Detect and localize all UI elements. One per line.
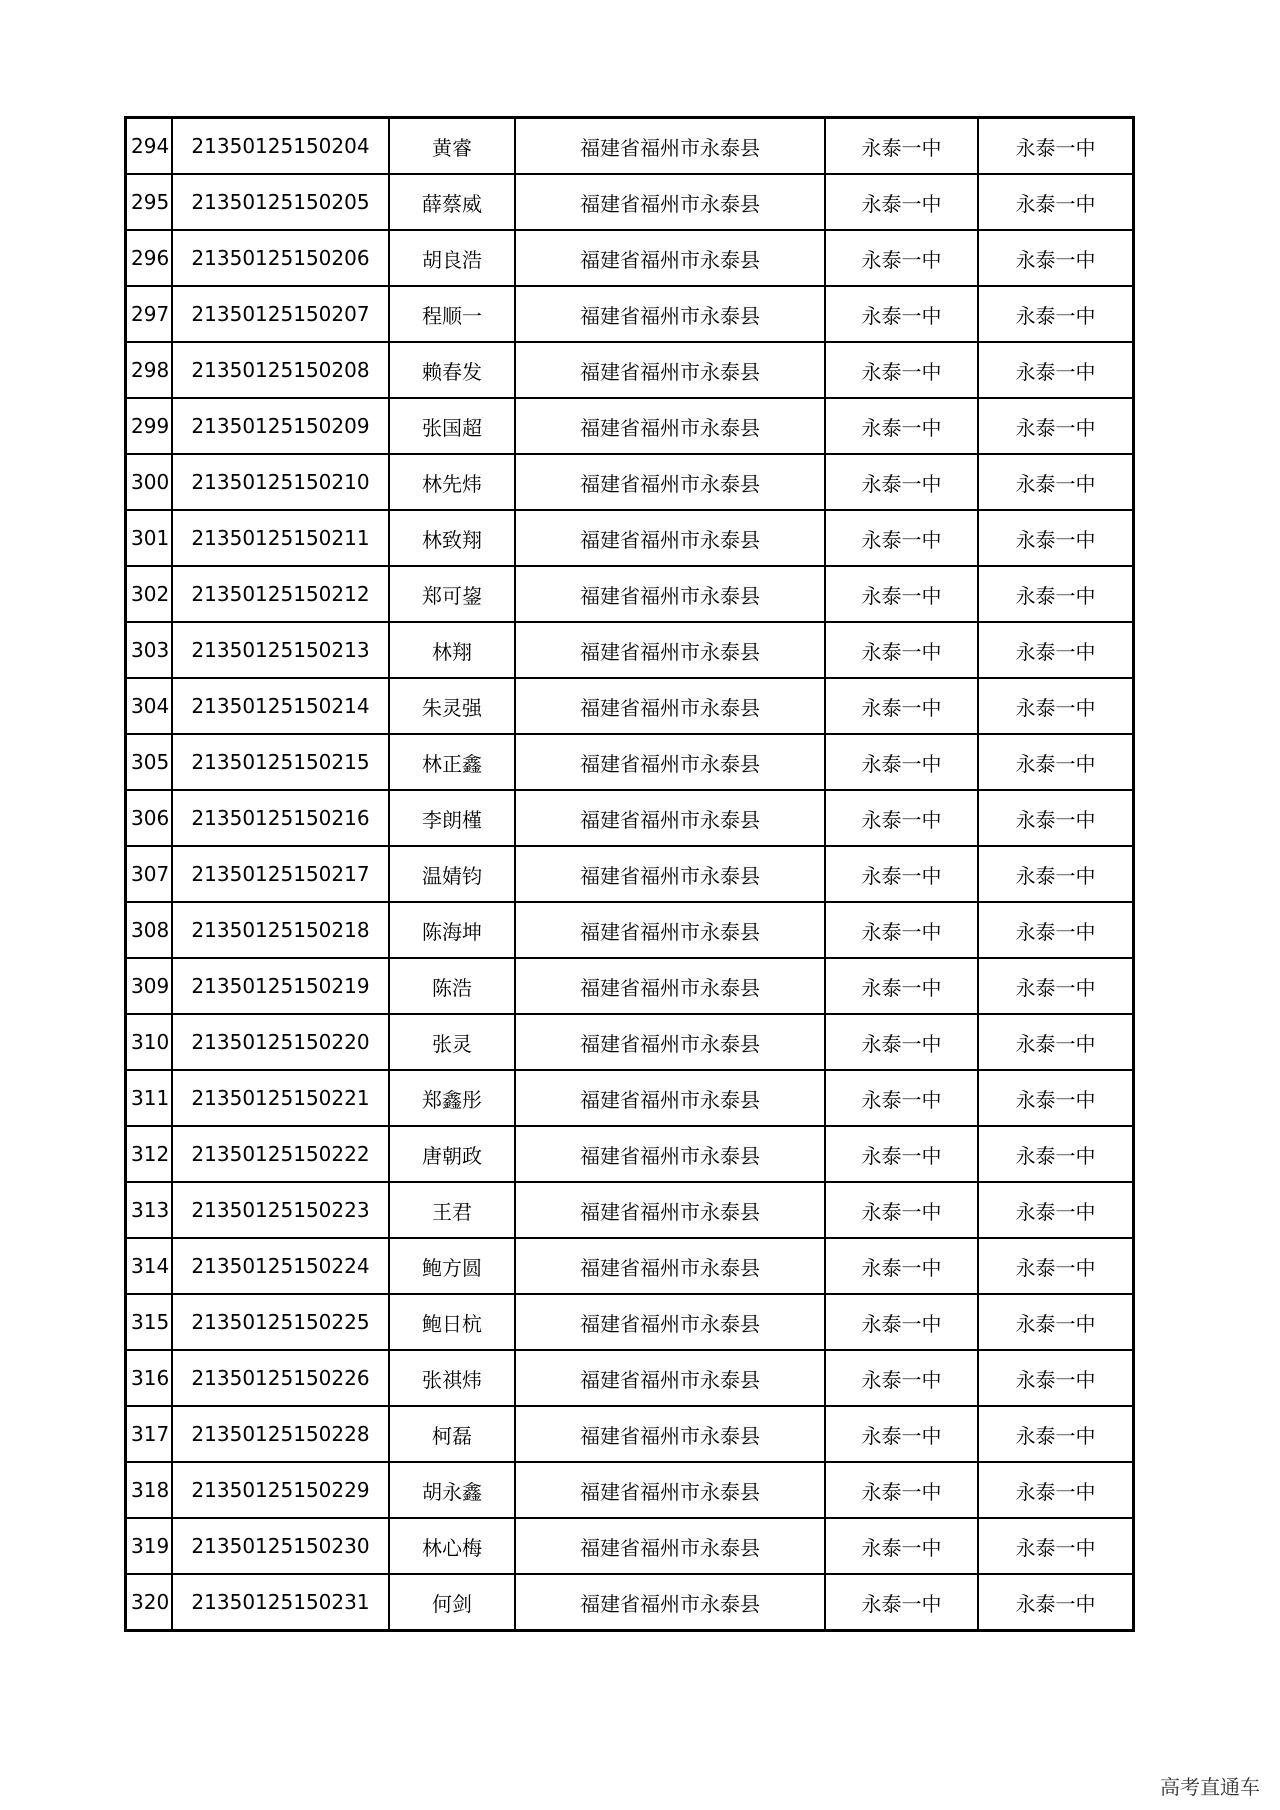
region-cell: 福建省福州市永泰县 — [515, 1182, 825, 1238]
region-cell: 福建省福州市永泰县 — [515, 1406, 825, 1462]
school-cell: 永泰一中 — [825, 902, 978, 958]
school-cell: 永泰一中 — [825, 398, 978, 454]
table-row — [126, 1406, 1134, 1462]
origin-school-cell: 永泰一中 — [978, 1574, 1134, 1631]
table-row — [126, 454, 1134, 510]
school-cell: 永泰一中 — [825, 1294, 978, 1350]
origin-school-cell: 永泰一中 — [978, 566, 1134, 622]
student-name-cell: 何剑 — [389, 1574, 515, 1631]
table-row — [126, 230, 1134, 286]
origin-school-cell: 永泰一中 — [978, 230, 1134, 286]
origin-school-cell: 永泰一中 — [978, 1014, 1134, 1070]
region-cell: 福建省福州市永泰县 — [515, 342, 825, 398]
row-number-cell: 304 — [126, 678, 173, 734]
exam-id-cell: 21350125150217 — [172, 846, 389, 902]
row-number-cell: 314 — [126, 1238, 173, 1294]
row-number-cell: 311 — [126, 1070, 173, 1126]
table-row — [126, 1462, 1134, 1518]
school-cell: 永泰一中 — [825, 734, 978, 790]
region-cell: 福建省福州市永泰县 — [515, 1238, 825, 1294]
school-cell: 永泰一中 — [825, 118, 978, 175]
origin-school-cell: 永泰一中 — [978, 1462, 1134, 1518]
school-cell: 永泰一中 — [825, 1350, 978, 1406]
school-cell: 永泰一中 — [825, 286, 978, 342]
exam-id-cell: 21350125150223 — [172, 1182, 389, 1238]
region-cell: 福建省福州市永泰县 — [515, 846, 825, 902]
region-cell: 福建省福州市永泰县 — [515, 118, 825, 175]
exam-id-cell: 21350125150214 — [172, 678, 389, 734]
student-name-cell: 李朗槿 — [389, 790, 515, 846]
student-name-cell: 张灵 — [389, 1014, 515, 1070]
student-name-cell: 温婧钧 — [389, 846, 515, 902]
row-number-cell: 313 — [126, 1182, 173, 1238]
school-cell: 永泰一中 — [825, 678, 978, 734]
region-cell: 福建省福州市永泰县 — [515, 734, 825, 790]
origin-school-cell: 永泰一中 — [978, 1238, 1134, 1294]
student-name-cell: 赖春发 — [389, 342, 515, 398]
region-cell: 福建省福州市永泰县 — [515, 902, 825, 958]
student-name-cell: 林正鑫 — [389, 734, 515, 790]
school-cell: 永泰一中 — [825, 1182, 978, 1238]
student-name-cell: 胡永鑫 — [389, 1462, 515, 1518]
table-row — [126, 1014, 1134, 1070]
row-number-cell: 306 — [126, 790, 173, 846]
origin-school-cell: 永泰一中 — [978, 118, 1134, 175]
student-name-cell: 鲍日杭 — [389, 1294, 515, 1350]
origin-school-cell: 永泰一中 — [978, 1070, 1134, 1126]
watermark-text: 高考直通车 — [1160, 1775, 1260, 1799]
region-cell: 福建省福州市永泰县 — [515, 622, 825, 678]
school-cell: 永泰一中 — [825, 1574, 978, 1631]
student-name-cell: 林翔 — [389, 622, 515, 678]
roster-table-body — [126, 118, 1134, 1631]
student-name-cell: 林心梅 — [389, 1518, 515, 1574]
student-name-cell: 王君 — [389, 1182, 515, 1238]
table-row — [126, 510, 1134, 566]
row-number-cell: 316 — [126, 1350, 173, 1406]
origin-school-cell: 永泰一中 — [978, 286, 1134, 342]
region-cell: 福建省福州市永泰县 — [515, 958, 825, 1014]
school-cell: 永泰一中 — [825, 622, 978, 678]
table-row — [126, 1070, 1134, 1126]
student-name-cell: 陈海坤 — [389, 902, 515, 958]
table-row — [126, 1182, 1134, 1238]
region-cell: 福建省福州市永泰县 — [515, 790, 825, 846]
table-row — [126, 342, 1134, 398]
region-cell: 福建省福州市永泰县 — [515, 230, 825, 286]
student-name-cell: 薛蔡威 — [389, 174, 515, 230]
school-cell: 永泰一中 — [825, 342, 978, 398]
exam-id-cell: 21350125150207 — [172, 286, 389, 342]
region-cell: 福建省福州市永泰县 — [515, 398, 825, 454]
school-cell: 永泰一中 — [825, 1462, 978, 1518]
exam-id-cell: 21350125150220 — [172, 1014, 389, 1070]
row-number-cell: 307 — [126, 846, 173, 902]
origin-school-cell: 永泰一中 — [978, 1350, 1134, 1406]
row-number-cell: 297 — [126, 286, 173, 342]
exam-id-cell: 21350125150218 — [172, 902, 389, 958]
exam-id-cell: 21350125150208 — [172, 342, 389, 398]
table-row — [126, 678, 1134, 734]
region-cell: 福建省福州市永泰县 — [515, 1574, 825, 1631]
row-number-cell: 320 — [126, 1574, 173, 1631]
exam-id-cell: 21350125150213 — [172, 622, 389, 678]
row-number-cell: 301 — [126, 510, 173, 566]
row-number-cell: 294 — [126, 118, 173, 175]
student-name-cell: 郑可鋆 — [389, 566, 515, 622]
row-number-cell: 319 — [126, 1518, 173, 1574]
student-name-cell: 朱灵强 — [389, 678, 515, 734]
school-cell: 永泰一中 — [825, 1014, 978, 1070]
table-row — [126, 1518, 1134, 1574]
student-name-cell: 程顺一 — [389, 286, 515, 342]
roster-table — [124, 116, 1135, 1632]
exam-id-cell: 21350125150229 — [172, 1462, 389, 1518]
table-row — [126, 174, 1134, 230]
student-name-cell: 胡良浩 — [389, 230, 515, 286]
school-cell: 永泰一中 — [825, 846, 978, 902]
school-cell: 永泰一中 — [825, 454, 978, 510]
student-name-cell: 唐朝政 — [389, 1126, 515, 1182]
origin-school-cell: 永泰一中 — [978, 846, 1134, 902]
origin-school-cell: 永泰一中 — [978, 1182, 1134, 1238]
origin-school-cell: 永泰一中 — [978, 1518, 1134, 1574]
region-cell: 福建省福州市永泰县 — [515, 1014, 825, 1070]
exam-id-cell: 21350125150211 — [172, 510, 389, 566]
school-cell: 永泰一中 — [825, 1126, 978, 1182]
exam-id-cell: 21350125150230 — [172, 1518, 389, 1574]
student-name-cell: 陈浩 — [389, 958, 515, 1014]
region-cell: 福建省福州市永泰县 — [515, 1070, 825, 1126]
exam-id-cell: 21350125150221 — [172, 1070, 389, 1126]
exam-id-cell: 21350125150205 — [172, 174, 389, 230]
school-cell: 永泰一中 — [825, 566, 978, 622]
table-row — [126, 1238, 1134, 1294]
exam-id-cell: 21350125150215 — [172, 734, 389, 790]
exam-id-cell: 21350125150209 — [172, 398, 389, 454]
origin-school-cell: 永泰一中 — [978, 342, 1134, 398]
region-cell: 福建省福州市永泰县 — [515, 566, 825, 622]
exam-id-cell: 21350125150231 — [172, 1574, 389, 1631]
region-cell: 福建省福州市永泰县 — [515, 510, 825, 566]
region-cell: 福建省福州市永泰县 — [515, 286, 825, 342]
table-row — [126, 902, 1134, 958]
school-cell: 永泰一中 — [825, 510, 978, 566]
origin-school-cell: 永泰一中 — [978, 678, 1134, 734]
student-name-cell: 张国超 — [389, 398, 515, 454]
student-name-cell: 黄睿 — [389, 118, 515, 175]
row-number-cell: 302 — [126, 566, 173, 622]
school-cell: 永泰一中 — [825, 958, 978, 1014]
school-cell: 永泰一中 — [825, 230, 978, 286]
row-number-cell: 308 — [126, 902, 173, 958]
origin-school-cell: 永泰一中 — [978, 622, 1134, 678]
row-number-cell: 312 — [126, 1126, 173, 1182]
table-row — [126, 1574, 1134, 1631]
exam-id-cell: 21350125150216 — [172, 790, 389, 846]
row-number-cell: 299 — [126, 398, 173, 454]
region-cell: 福建省福州市永泰县 — [515, 1518, 825, 1574]
table-row — [126, 1294, 1134, 1350]
exam-id-cell: 21350125150206 — [172, 230, 389, 286]
origin-school-cell: 永泰一中 — [978, 510, 1134, 566]
region-cell: 福建省福州市永泰县 — [515, 174, 825, 230]
region-cell: 福建省福州市永泰县 — [515, 678, 825, 734]
row-number-cell: 296 — [126, 230, 173, 286]
exam-id-cell: 21350125150212 — [172, 566, 389, 622]
region-cell: 福建省福州市永泰县 — [515, 454, 825, 510]
school-cell: 永泰一中 — [825, 1238, 978, 1294]
row-number-cell: 305 — [126, 734, 173, 790]
student-name-cell: 郑鑫彤 — [389, 1070, 515, 1126]
region-cell: 福建省福州市永泰县 — [515, 1350, 825, 1406]
table-row — [126, 118, 1134, 175]
student-name-cell: 张祺炜 — [389, 1350, 515, 1406]
row-number-cell: 300 — [126, 454, 173, 510]
exam-id-cell: 21350125150228 — [172, 1406, 389, 1462]
region-cell: 福建省福州市永泰县 — [515, 1126, 825, 1182]
exam-id-cell: 21350125150210 — [172, 454, 389, 510]
row-number-cell: 315 — [126, 1294, 173, 1350]
exam-id-cell: 21350125150224 — [172, 1238, 389, 1294]
table-row — [126, 958, 1134, 1014]
origin-school-cell: 永泰一中 — [978, 1294, 1134, 1350]
origin-school-cell: 永泰一中 — [978, 958, 1134, 1014]
exam-id-cell: 21350125150225 — [172, 1294, 389, 1350]
school-cell: 永泰一中 — [825, 790, 978, 846]
exam-id-cell: 21350125150219 — [172, 958, 389, 1014]
origin-school-cell: 永泰一中 — [978, 174, 1134, 230]
row-number-cell: 295 — [126, 174, 173, 230]
row-number-cell: 317 — [126, 1406, 173, 1462]
table-row — [126, 734, 1134, 790]
origin-school-cell: 永泰一中 — [978, 398, 1134, 454]
origin-school-cell: 永泰一中 — [978, 902, 1134, 958]
exam-id-cell: 21350125150226 — [172, 1350, 389, 1406]
table-row — [126, 1126, 1134, 1182]
exam-id-cell: 21350125150222 — [172, 1126, 389, 1182]
row-number-cell: 303 — [126, 622, 173, 678]
table-row — [126, 1350, 1134, 1406]
table-row — [126, 622, 1134, 678]
row-number-cell: 309 — [126, 958, 173, 1014]
origin-school-cell: 永泰一中 — [978, 1406, 1134, 1462]
school-cell: 永泰一中 — [825, 1070, 978, 1126]
table-row — [126, 846, 1134, 902]
exam-id-cell: 21350125150204 — [172, 118, 389, 175]
student-name-cell: 林致翔 — [389, 510, 515, 566]
table-row — [126, 286, 1134, 342]
origin-school-cell: 永泰一中 — [978, 790, 1134, 846]
student-name-cell: 鲍方圆 — [389, 1238, 515, 1294]
row-number-cell: 298 — [126, 342, 173, 398]
row-number-cell: 310 — [126, 1014, 173, 1070]
row-number-cell: 318 — [126, 1462, 173, 1518]
table-row — [126, 790, 1134, 846]
origin-school-cell: 永泰一中 — [978, 1126, 1134, 1182]
table-row — [126, 566, 1134, 622]
table-row — [126, 398, 1134, 454]
region-cell: 福建省福州市永泰县 — [515, 1294, 825, 1350]
school-cell: 永泰一中 — [825, 1518, 978, 1574]
roster-table-container — [124, 116, 1135, 1632]
region-cell: 福建省福州市永泰县 — [515, 1462, 825, 1518]
school-cell: 永泰一中 — [825, 174, 978, 230]
school-cell: 永泰一中 — [825, 1406, 978, 1462]
student-name-cell: 林先炜 — [389, 454, 515, 510]
student-name-cell: 柯磊 — [389, 1406, 515, 1462]
origin-school-cell: 永泰一中 — [978, 454, 1134, 510]
origin-school-cell: 永泰一中 — [978, 734, 1134, 790]
